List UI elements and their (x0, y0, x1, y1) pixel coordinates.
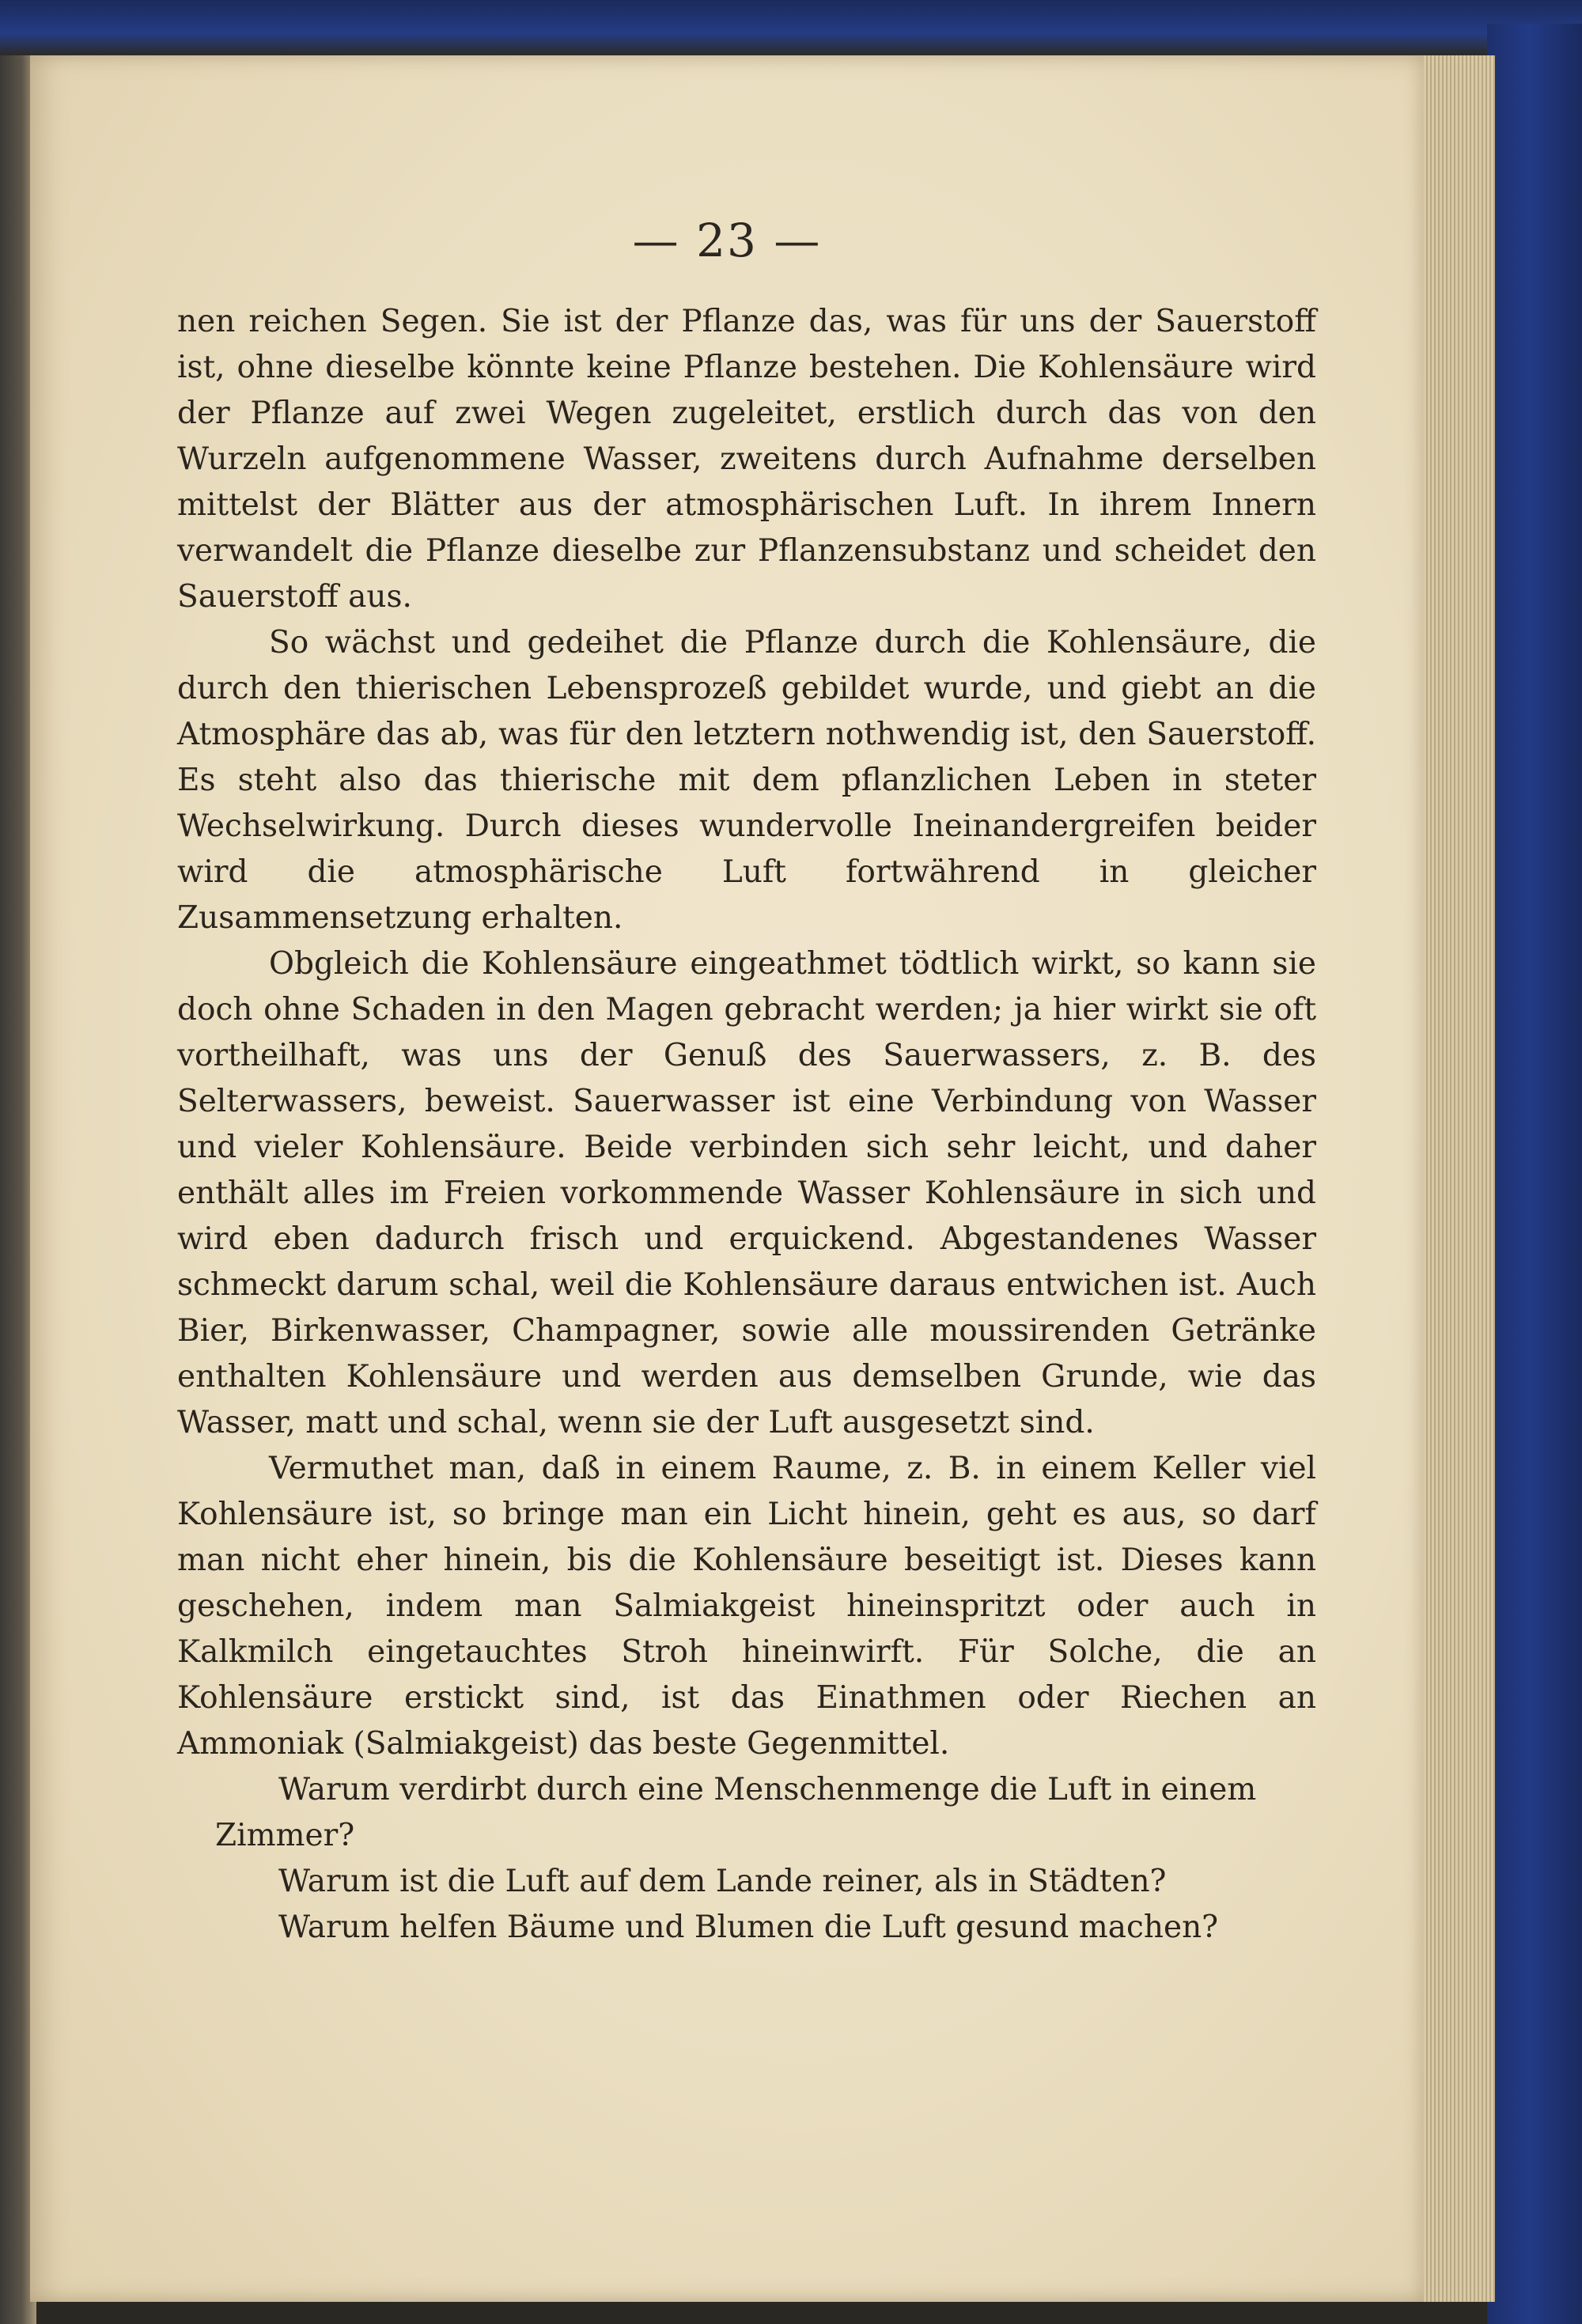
paragraph-4: Vermuthet man, daß in einem Raume, z. B. in einem Keller viel Kohlensäure ist, so bringe man ein Licht hinein, geht es aus, so darf man nicht eher hinein, bis die Kohlensäure beseitigt ist. Dieses kann geschehen, indem man Salmiakgeist hineinspritzt oder auch in Kalkmilch eingetauchtes Stroh hineinwirft. Für Solche, die an Kohlensäure erstickt sind, ist das Einathmen oder Riechen an Ammoniak (Salmiakgeist) das beste Gegenmittel. (177, 1451, 1316, 1762)
question-2: Warum ist die Luft auf dem Lande reiner, als in Städten? (278, 1864, 1167, 1899)
question-1: Warum verdirbt durch eine Menschenmenge die Luft in einem Zimmer? (215, 1772, 1257, 1853)
book-cover-right (1487, 24, 1582, 2324)
question-3: Warum helfen Bäume und Blumen die Luft gesund machen? (278, 1910, 1219, 1945)
paragraph-2: So wächst und gedeihet die Pflanze durch die Kohlensäure, die durch den thierischen Lebensprozeß gebildet wurde, und giebt an die Atmosphäre das ab, was für den letztern nothwendig ist, den Sauerstoff. Es steht also das thierische mit dem pflanzlichen Leben in steter Wechselwirkung. Durch dieses wundervolle Ineinandergreifen beider wird die atmosphärische Luft fortwährend in gleicher Zusammensetzung erhalten. (177, 625, 1316, 936)
book-page (30, 55, 1424, 2302)
page-number-header: — 23 — (632, 214, 822, 267)
paragraph-3: Obgleich die Kohlensäure eingeathmet tödtlich wirkt, so kann sie doch ohne Schaden in den Magen gebracht werden; ja hier wirkt sie oft vortheilhaft, was uns der Genuß des Sauerwassers, z. B. des Selterwassers, beweist. Sauerwasser ist eine Verbindung von Wasser und vieler Kohlensäure. Beide verbinden sich sehr leicht, und daher enthält alles im Freien vorkommende Wasser Kohlensäure in sich und wird eben dadurch frisch und erquickend. Abgestandenes Wasser schmeckt darum schal, weil die Kohlensäure daraus entwichen ist. Auch Bier, Birkenwasser, Champagner, sowie alle moussirenden Getränke enthalten Kohlensäure und werden aus demselben Grunde, wie das Wasser, matt und schal, wenn sie der Luft ausgesetzt sind. (177, 946, 1316, 1440)
book-cover-top (0, 0, 1582, 55)
paragraph-1: nen reichen Segen. Sie ist der Pflanze das, was für uns der Sauerstoff ist, ohne dieselbe könnte keine Pflanze bestehen. Die Kohlensäure wird der Pflanze auf zwei Wegen zugeleitet, erstlich durch das von den Wurzeln aufgenommene Wasser, zweitens durch Aufnahme derselben mittelst der Blätter aus der atmosphärischen Luft. In ihrem Innern verwandelt die Pflanze dieselbe zur Pflanzensubstanz und scheidet den Sauerstoff aus. (177, 304, 1316, 615)
page-body (177, 299, 1316, 1951)
page-edges (1416, 55, 1495, 2302)
